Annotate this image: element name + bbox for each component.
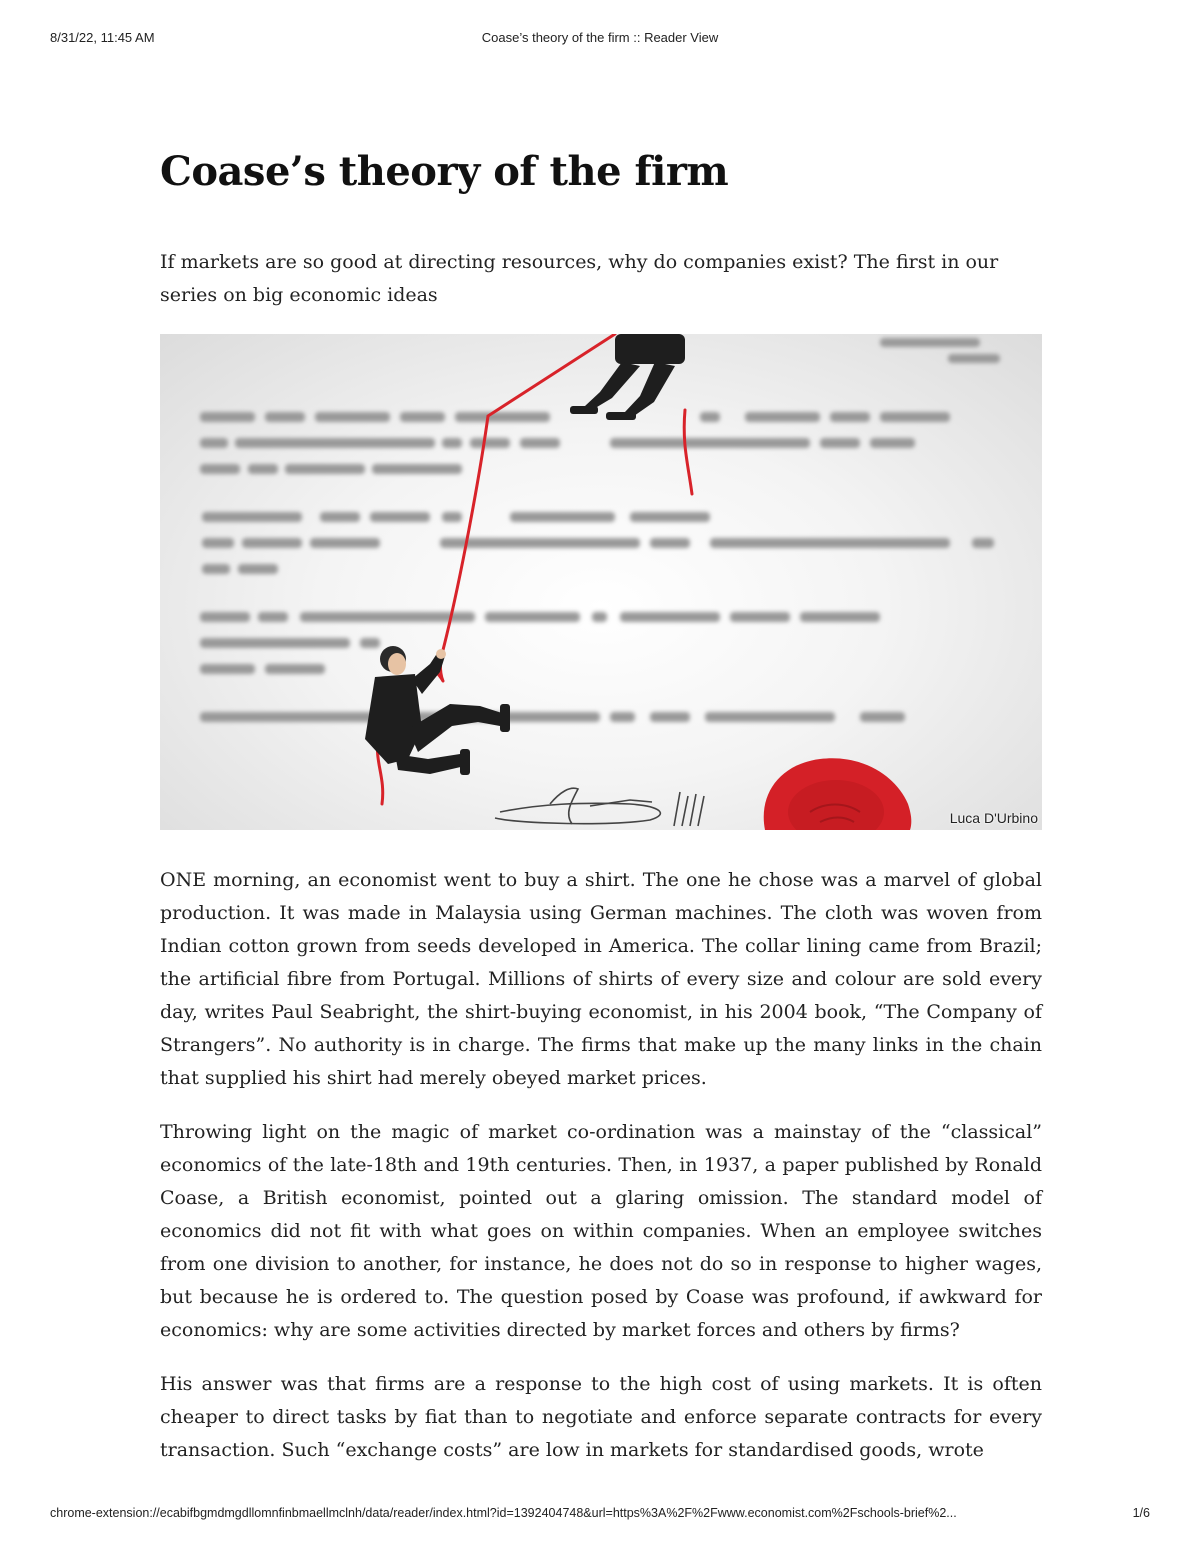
illustration-drawing [160,334,1042,830]
article-subtitle: If markets are so good at directing resources, why do companies exist? The first in our series on big economic ideas [160,251,999,306]
article-title: Coase’s theory of the firm [160,148,729,195]
print-header [50,30,1150,50]
signature-scribble [495,788,704,826]
body-paragraph-2: Throwing light on the magic of market co-ordination was a mainstay of the “classical” economics of the late-18th and 19th centuries. Then, in 1937, a paper published by Ronald Coase, a British economist, pointed out a glaring omission. The standard model of economics did not fit with what goes on within companies. When an employee switches from one division to another, for instance, he does not do so in response to higher wages, but because he is ordered to. The question posed by Coase was profound, if awkward for economics: why are some activities directed by market forces and others by firms? [160,1121,1042,1341]
red-wax-seal [764,758,912,830]
print-page-title: Coase’s theory of the firm :: Reader View [481,30,719,45]
print-footer [50,1506,1150,1526]
body-paragraph-3: His answer was that firms are a response to the high cost of using markets. It is often cheaper to direct tasks by fiat than to negotiate and enforce separate contracts for every transaction. Such “exchange costs” are low in markets for standardised goods, wrote [160,1373,1042,1461]
print-source-url: chrome-extension://ecabifbgmdmgdllomnfinbmaellmclnh/data/reader/index.html?id=1392404748&url=https%3A%2F%2Fwww.economist.com%2Fschools-brief%2... [50,1506,957,1520]
article-body [160,864,1042,1467]
body-paragraph-1: ONE morning, an economist went to buy a shirt. The one he chose was a marvel of global production. It was made in Malaysia using German machines. The cloth was woven from Indian cotton grown from seeds developed in America. The collar lining came from Brazil; the artificial fibre from Portugal. Millions of shirts of every size and colour are sold every day, writes Paul Seabright, the shirt-buying economist, in his 2004 book, “The Company of Strangers”. No authority is in charge. The firms that make up the many links in the chain that supplied his shirt had merely obeyed market prices. [160,869,1042,1089]
print-datetime: 8/31/22, 11:45 AM [50,30,155,45]
print-page-number: 1/6 [1132,1506,1150,1520]
article-illustration [160,334,1042,830]
businessman-climbing-figure [365,646,510,775]
businessman-top-figure [570,334,685,420]
image-credit: Luca D'Urbino [949,810,1038,826]
article [160,140,1042,1488]
